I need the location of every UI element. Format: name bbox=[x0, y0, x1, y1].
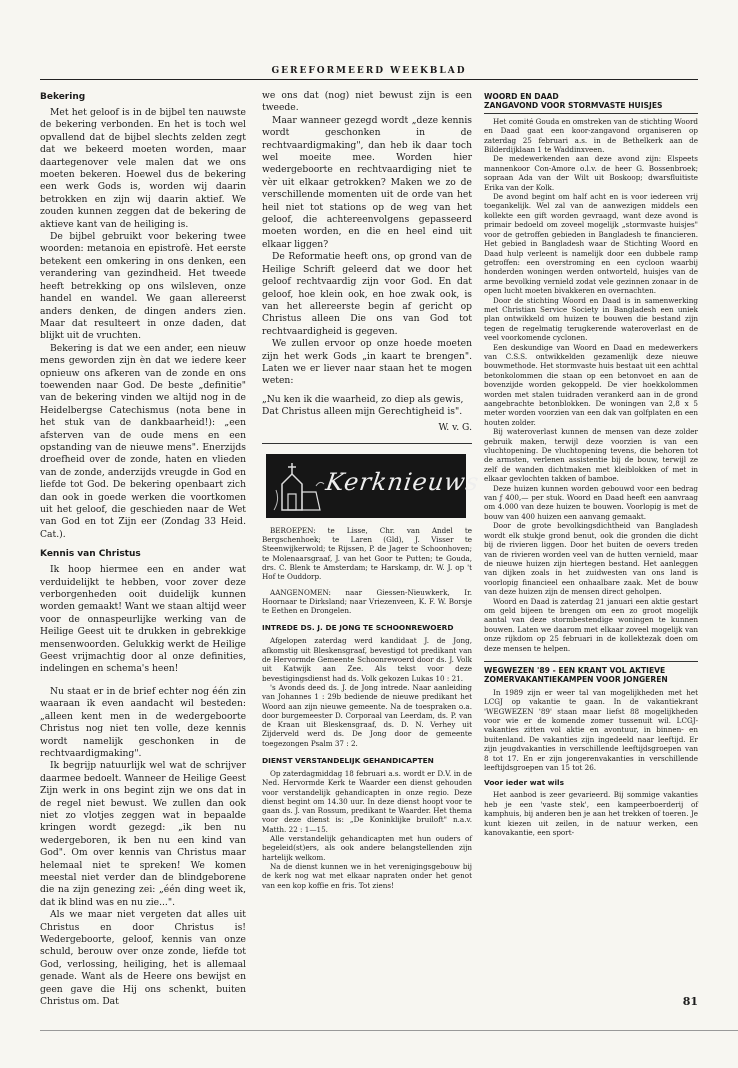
quote-line-2: Dat Christus alleen mijn Gerechtigheid is". bbox=[262, 405, 463, 417]
quote-line-1: „Nu ken ik die waarheid, zo diep als gewis, bbox=[262, 393, 464, 405]
subheading-voor-ieder: Voor ieder wat wils bbox=[484, 778, 564, 788]
paragraph: Ik begrijp natuurlijk wel wat de schrijver daarmee bedoelt. Wanneer de Heilige Geest Zijn werk in ons begint zijn we ons dat in de regel niet bewust. We zullen dan ook niet zo vlotjes zeggen wat in bepaalde kringen wordt gezegd: „ik ben nu wedergeboren, ik ben nu een kind van God". Om over kennis van Christus maar helemaal niet te spreken! We komen meestal niet verder dan de blindgeborene die na zijn genezing zei: „één ding weet ik, dat ik blind was en nu zie...". bbox=[40, 760, 246, 908]
paragraph: Het aanbod is zeer gevarieerd. Bij sommige vakanties heb je een 'vaste stek', een kampeerboerderij of kamphuis, bij anderen ben je aan het trekken of toeren. Je kunt kiezen uit zeilen, in de natuur werken, een kanovakantie, een sport- bbox=[484, 790, 698, 838]
paragraph: Op zaterdagmiddag 18 februari a.s. wordt er D.V. in de Ned. Hervormde Kerk te Waarder een dienst gehouden voor verstandelijk gehandicapten in onze regio. Deze dienst begint om 14.30 uur. In deze dienst hoopt voor te gaan ds. J. van Rossum, predikant te Waarder. Het thema voor deze dienst is: „De Koninklijke bruiloft" n.a.v. Matth. 22 : 1—15. bbox=[262, 768, 472, 834]
column-1 bbox=[40, 90, 246, 1008]
author-signature: W. v. G. bbox=[438, 421, 472, 433]
paragraph: Bekering is dat we een ander, een nieuw mens geworden zijn èn dat we iedere keer opnieuw ons afkeren van de zonde en ons toewenden naar God. De beste „definitie" van de bekering vinden we altijd nog in de Heidelbergse Catechismus (nota bene in het stuk van de dankbaarheid!): „een afsterven van de oude mens en een opstanding van de nieuwe mens". Enerzijds droefheid over de zonde, haten en vlieden van de zonde, anderzijds vreugde in God en liefde tot God. De bekering openbaart zich dan ook in goede werken die voortkomen uit het geloof, die geschieden naar de Wet van God en tot Zijn eer (Zondag 33 Heid. Cat.). bbox=[40, 342, 246, 540]
paragraph: Na de dienst kunnen we in het verenigingsgebouw bij de kerk nog wat met elkaar napraten onder het genot van een kop koffie en fris. Tot ziens! bbox=[262, 861, 472, 890]
paragraph: Alle verstandelijk gehandicapten met hun ouders of begeleid(st)ers, als ook andere belangstellenden zijn hartelijk welkom. bbox=[262, 834, 472, 862]
running-header: GEREFORMEERD WEEKBLAD bbox=[271, 66, 467, 76]
header-divider bbox=[40, 79, 698, 80]
paragraph: Deze huizen kunnen worden gebouwd voor een bedrag van ƒ 400,— per stuk. Woord en Daad heeft een aanvraag om 4.000 van deze huizen te bouwen. Voorlopig is met de bouw van 400 huizen een aanvang gemaakt. bbox=[484, 483, 698, 521]
section-heading-bekering: Bekering bbox=[40, 92, 86, 102]
hymn-quote bbox=[262, 394, 472, 418]
article-heading-woord-en-daad bbox=[484, 92, 698, 114]
column-3 bbox=[484, 90, 698, 995]
paragraph: Maar wanneer gezegd wordt „deze kennis wordt geschonken in de rechtvaardigmaking", dan heb ik daar toch wel moeite mee. Worden hier wedergeboorte en rechtvaardiging niet te vèr uit elkaar getrokken? Maken we zo de verschillende momenten uit de orde van het heil niet tot stations op de weg van het geloof, die achtereenvolgens gepasseerd moeten worden, en die en heel eind uit elkaar liggen? bbox=[262, 114, 472, 250]
column-2 bbox=[262, 90, 482, 995]
banner-title: Kerknieuws bbox=[324, 467, 482, 496]
church-illustration-icon bbox=[272, 460, 324, 512]
section-divider bbox=[262, 443, 472, 444]
section-heading-kennis: Kennis van Christus bbox=[40, 549, 141, 560]
article-heading-wegwezen: WEGWEZEN '89 - EEN KRANT VOL AKTIEVE ZOMERVAKANTIEKAMPEN VOOR JONGEREN bbox=[484, 661, 698, 685]
paragraph: Ik hoop hiermee een en ander wat verduidelijkt te hebben, voor zover deze verborgenheden ooit duidelijk kunnen worden gemaakt! Want we staan altijd weer voor de onnaspeurlijke werking van de Heilige Geest uit te drukken in gebrekkige mensenwoorden. Gelukkig werkt de Heilige Geest vrijmachtig door al onze definities, indelingen en schema's heen! bbox=[40, 564, 246, 675]
paragraph: Als we maar niet vergeten dat alles uit Christus en door Christus is! Wedergeboorte, geloof, kennis van onze schuld, berouw over onze zonde, liefde tot God, verlossing, heiliging, het is allemaal genade. Want als de Heere ons bewijst en geen gave die Hij ons schenkt, buiten Christus om. Dat bbox=[40, 909, 246, 1008]
heading-line: ZANGAVOND VOOR STORMVASTE HUISJES bbox=[484, 101, 698, 113]
intrede-heading: INTREDE DS. J. DE JONG TE SCHOONREWOERD bbox=[262, 623, 454, 633]
paragraph: Een deskundige van Woord en Daad en medewerkers van C.S.S. ontwikkelden gezamenlijk deze nieuwe bouwmethode. Het stormvaste huis bestaat uit een achttal betonkolommen die staan op een betonvoet en aan de bovenzijde worden gekoppeld. De vier hoekkolommen worden met stalen tuidraden verankerd aan in de grond aangebrachte betonblokken. De woningen van 2,8 x 5 meter worden voorzien van een dak van golfplaten en een houten zolder. bbox=[484, 342, 698, 427]
paragraph: we ons dat (nog) niet bewust zijn is een tweede. bbox=[262, 90, 472, 114]
paragraph: De medewerkenden aan deze avond zijn: Elspeets mannenkoor Con-Amore o.l.v. de heer G. Bossenbroek; sopraan Ada van der Wilt uit Boskoop; dwarsfluitiste Erika van der Kolk. bbox=[484, 154, 698, 192]
paragraph: Het comité Gouda en omstreken van de stichting Woord en Daad gaat een koor-zangavond organiseren op zaterdag 25 februari a.s. in de Bethelkerk aan de Bilderdijklaan 1 te Waddinxveen. bbox=[484, 116, 698, 155]
aangenomen-paragraph: AANGENOMEN: naar Giessen-Nieuwkerk, Ir. Hoornaar te Dirksland; naar Vriezenveen, K. F. W. Borsje te Eethen en Drongelen. bbox=[262, 587, 472, 616]
paragraph: 's Avonds deed ds. J. de Jong intrede. Naar aanleiding van Johannes 1 : 29b bediende de nieuwe predikant het Woord aan zijn nieuwe gemeente. Na de toespraken o.a. door burgemeester D. Corporaal van Leerdam, ds. P. van de Kraan uit Bleskensgraaf, ds. D. N. Verhey uit Zijderveld werd ds. De Jong door de gemeente toegezongen Psalm 37 : 2. bbox=[262, 682, 472, 748]
scan-edge-line bbox=[40, 1030, 738, 1031]
kerknieuws-section bbox=[262, 526, 472, 890]
paragraph: De Reformatie heeft ons, op grond van de Heilige Schrift geleerd dat we door het geloof rechtvaardig zijn voor God. En dat geloof, hoe klein ook, en hoe zwak ook, is van het allereerste begin af gericht op Christus alleen Die ons van God tot rechtvaardigheid is gegeven. bbox=[262, 251, 472, 337]
dienst-heading: DIENST VERSTANDELIJK GEHANDICAPTEN bbox=[262, 755, 434, 765]
paragraph: Woord en Daad is zaterdag 21 januari een aktie gestart om geld bijeen te brengen om een zo groot mogelijk aantal van deze stormbestendige woningen te kunnen bouwen. Laten we daarom met elkaar zoveel mogelijk van onze rijkdom op 25 februari in de kollektezak doen om deze mensen te helpen. bbox=[484, 596, 698, 653]
paragraph: Afgelopen zaterdag werd kandidaat J. de Jong, afkomstig uit Bleskensgraaf, bevestigd tot predikant van de Hervormde Gemeente Schoonrewoerd door ds. J. Volk uit Katwijk aan Zee. Als tekst voor deze bevestigingsdienst had ds. Volk gekozen Lukas 10 : 21. bbox=[262, 636, 472, 683]
paragraph: De avond begint om half acht en is voor iedereen vrij toegankelijk. Wel zal van de aanwezigen middels een kollekte een gift worden gevraagd, want deze avond is primair bedoeld om zoveel mogelijk „stormvaste huisjes" voor de getroffen gebieden in Bangladesh te financieren. Het gebied in Bangladesh waar de Stichting Woord en Daad hulp verleent is namelijk door een dubbele ramp getroffen: een overstroming en een cycloon waarbij honderden woningen werden ontworteld, huisjes van de arme bevolking vernield zodat vele gezinnen zonaar in de open lucht moeten bivakkeren en overnachten. bbox=[484, 192, 698, 296]
paragraph: In 1989 zijn er weer tal van mogelijkheden met het LCGJ op vakantie te gaan. In de vakantiekrant 'WEGWEZEN '89' staan maar liefst 88 mogelijkheden voor wie er de komende zomer tussenuit wil. LCGJ-vakanties zitten vol aktie en avontuur, in binnen- en buitenland. De vakanties zijn ingedeeld naar leeftijd. Er zijn jeugdvakanties in verschillende leeftijdsgroepen van 8 tot 17. En er zijn jongerenvakanties in verschillende leeftijdsgroepen van 15 tot 26. bbox=[484, 687, 698, 773]
paragraph: Bij wateroverlast kunnen de mensen van deze zolder gebruik maken, terwijl deze voorzien is van een vluchtopening. De vluchtopening tevens, die behoren tot de armsten, verlenen assistentie bij de bouw, terwijl ze zelf de wanden dichtmaken met kleiblokken of met in elkaar gevlochten takken of bamboe. bbox=[484, 427, 698, 484]
heading-line: WOORD EN DAAD bbox=[484, 92, 559, 101]
kerknieuws-banner bbox=[266, 454, 482, 518]
paragraph: Nu staat er in de brief echter nog één zin waaraan ik even aandacht wil besteden: „alleen kent men in de wedergeboorte Christus nog niet ten volle, deze kennis wordt namelijk geschonken in de rechtvaardigmaking". bbox=[40, 685, 246, 759]
paragraph: Door de grote bevolkingsdichtheid van Bangladesh wordt elk stukje grond benut, ook die gronden die dicht bij de rivieren liggen. Door het buiten de oevers treden van de rivieren worden veel van de hutten vernield, maar de nieuwe huizen zijn hiertegen bestand. Het aanleggen van dijken zoals in het zuidwesten van ons land is voorlopig financieel een onhaalbare zaak. Met de bouw van deze huizen zijn de mensen direct geholpen. bbox=[484, 521, 698, 597]
page-number: 81 bbox=[682, 995, 698, 1008]
paragraph: Met het geloof is in de bijbel ten nauwste de bekering verbonden. En het is toch wel opvallend dat de bijbel slechts zelden zegt dat we bekeerd moeten worden, maar daartegenover vele malen dat we ons moeten bekeren. Hoewel dus de bekering een werk Gods is, worden wij daarin betrokken en zijn wij daarin aktief. We zouden kunnen zeggen dat de bekering de aktieve kant van de heiliging is. bbox=[40, 107, 246, 230]
beroepen-paragraph: BEROEPEN: te Lisse, Chr. van Andel te Bergschenhoek; te Laren (Gld), J. Visser te Steenwijkerwold; te Rijssen, P. de Jager te Schoonhoven; te Molenaarsgraaf, J. van het Goor te Putten; te Gouda, drs. C. Blenk te Amsterdam; te Harskamp, dr. W. J. op 't Hof te Ouddorp. bbox=[262, 525, 472, 582]
paragraph: De bijbel gebruikt voor bekering twee woorden: metanoia en epistrofè. Het eerste betekent een omkering in ons denken, een verandering van gezindheid. Het tweede heeft betrekking op ons wilsleven, onze handel en wandel. We gaan allereerst anders denken, de dingen anders zien. Maar dat resulteert in onze daden, dat blijkt uit de vruchten. bbox=[40, 231, 246, 342]
paragraph: Door de stichting Woord en Daad is in samenwerking met Christian Service Society in Bangladesh een uniek plan ontwikkeld om huizen te bouwen die bestand zijn tegen de regelmatig terugkerende wateroverlast en de veel voorkomende cyclonen. bbox=[484, 295, 698, 343]
paragraph: We zullen ervoor op onze hoede moeten zijn het werk Gods „in kaart te brengen". Laten we er liever naar staan het te mogen weten: bbox=[262, 338, 472, 387]
